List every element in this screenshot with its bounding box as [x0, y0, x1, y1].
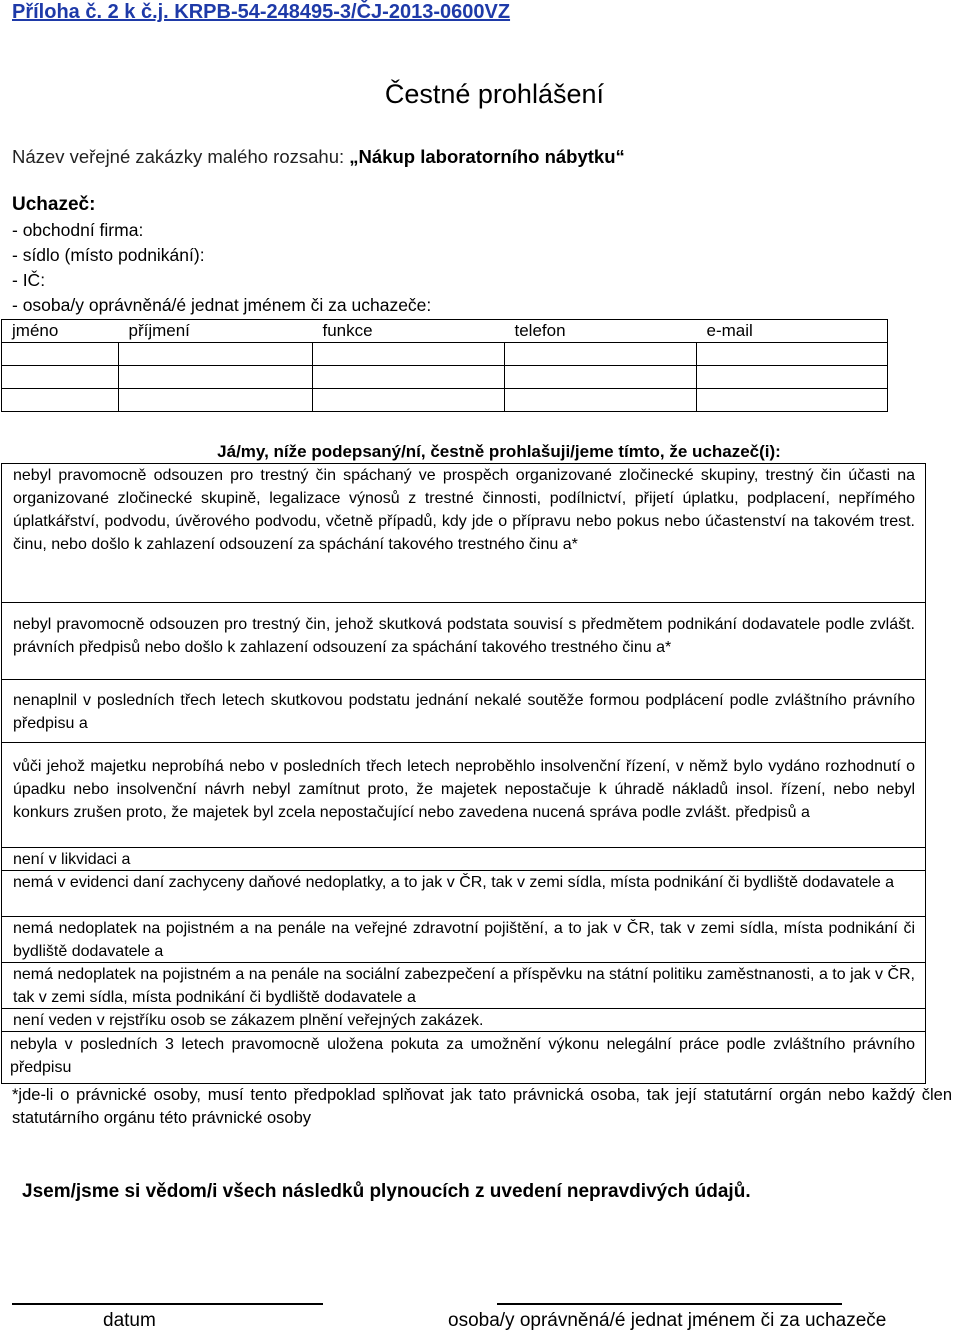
- applicant-field-authorized-persons: - osoba/y oprávněná/é jednat jménem či za uchazeče:: [12, 295, 432, 315]
- applicant-field-company: - obchodní firma:: [12, 220, 144, 240]
- table-cell[interactable]: [2, 366, 119, 389]
- date-signature-line: [12, 1303, 323, 1305]
- footnote: *jde-li o právnické osoby, musí tento předpoklad splňovat jak tato právnická osoba, tak její statutární orgán nebo každý člen statutárního orgánu této právnické osoby: [12, 1086, 952, 1127]
- table-cell[interactable]: [505, 366, 697, 389]
- statement-liquidation: není v likvidaci a: [2, 848, 925, 871]
- document-title-text: Čestné prohlášení: [384, 79, 604, 109]
- statement-unfair-competition: nenaplnil v posledních třech letech skutkovou podstatu jednání nekalé soutěže formou podplácení podle zvláštního právního předpisu a: [2, 680, 925, 743]
- document-reference-header: Příloha č. 2 k č.j. KRPB-54-248495-3/ČJ-2013-0600VZ: [12, 1, 511, 23]
- table-cell[interactable]: [697, 389, 888, 412]
- authorized-persons-table: [1, 319, 888, 412]
- statement-business-crime: nebyl pravomocně odsouzen pro trestný čin, jehož skutková podstata souvisí s předmětem podnikání dodavatele podle zvlášt. právních předpisů nebo došlo k zahlazení odsouzení za spáchání takového trestného činu a*: [2, 603, 925, 680]
- statement-health-insurance-arrears: nemá nedoplatek na pojistném a na penále na veřejné zdravotní pojištění, a to jak v ČR, tak v zemi sídla, místa podnikání či bydliště dodavatele a: [2, 917, 925, 963]
- column-header-surname: příjmení: [119, 320, 313, 343]
- table-cell[interactable]: [313, 343, 505, 366]
- table-cell[interactable]: [119, 366, 313, 389]
- date-label: datum: [103, 1310, 156, 1331]
- statement-procurement-ban: není veden v rejstříku osob se zákazem plnění veřejných zakázek.: [2, 1009, 925, 1032]
- column-header-position: funkce: [313, 320, 505, 343]
- statement-illegal-work-fine: nebyla v posledních 3 letech pravomocně uložena pokuta za umožnění výkonu nelegální práce podle zvláštního právního předpisu: [2, 1032, 925, 1084]
- final-statement: Jsem/jsme si vědom/i všech následků plynoucích z uvedení nepravdivých údajů.: [22, 1181, 751, 1202]
- statement-criminal-record: nebyl pravomocně odsouzen pro trestný čin spáchaný ve prospěch organizované zločinecké skupiny, trestný čin účasti na organizované zločinecké skupině, legalizace výnosů z trestné činnosti, podílnictví, přijetí úplatku, podplacení, nepřímého úplatkářství, podvodu, úvěrového podvodu, včetně případů, kdy jde o přípravu nebo pokus nebo účastenství na takovém trest. činu, nebo došlo k zahlazení odsouzení za spáchání takového trestného činu a*: [2, 464, 925, 603]
- table-header-row: [2, 320, 888, 343]
- table-cell[interactable]: [697, 366, 888, 389]
- applicant-heading: Uchazeč:: [12, 194, 96, 215]
- table-cell[interactable]: [505, 343, 697, 366]
- table-row: [2, 343, 888, 366]
- contract-name-value: „Nákup laboratorního nábytku“: [349, 146, 625, 167]
- contract-name-label: Název veřejné zakázky malého rozsahu:: [12, 146, 350, 167]
- table-cell[interactable]: [119, 343, 313, 366]
- authorized-person-label: osoba/y oprávněná/é jednat jménem či za uchazeče: [448, 1310, 887, 1331]
- column-header-phone: telefon: [505, 320, 697, 343]
- table-cell[interactable]: [2, 389, 119, 412]
- table-cell[interactable]: [119, 389, 313, 412]
- declaration-statements: [1, 463, 926, 1084]
- statement-social-security-arrears: nemá nedoplatek na pojistném a na penále na sociální zabezpečení a příspěvku na státní politiku zaměstnanosti, a to jak v ČR, tak v zemi sídla, místa podnikání či bydliště dodavatele a: [2, 963, 925, 1009]
- column-header-first-name: jméno: [2, 320, 119, 343]
- document-title: [0, 77, 960, 111]
- person-signature-line: [497, 1303, 842, 1305]
- table-cell[interactable]: [505, 389, 697, 412]
- table-cell[interactable]: [697, 343, 888, 366]
- applicant-field-seat: - sídlo (místo podnikání):: [12, 245, 205, 265]
- table-cell[interactable]: [2, 343, 119, 366]
- column-header-email: e-mail: [697, 320, 888, 343]
- table-cell[interactable]: [313, 389, 505, 412]
- statement-tax-arrears: nemá v evidenci daní zachyceny daňové nedoplatky, a to jak v ČR, tak v zemi sídla, místa podnikání či bydliště dodavatele a: [2, 871, 925, 917]
- declaration-heading: Já/my, níže podepsaný/ní, čestně prohlašuji/jeme tímto, že uchazeč(i):: [217, 442, 781, 461]
- statement-insolvency: vůči jehož majetku neprobíhá nebo v posledních třech letech neproběhlo insolvenční řízení, v němž bylo vydáno rozhodnutí o úpadku nebo insolvenční návrh nebyl zamítnut proto, že majetek nepostačuje k úhradě nákladů insol. řízení, nebo nebyl konkurs zrušen proto, že majetek byl zcela nepostačující nebo zavedena nucená správa podle zvlášt. předpisů a: [2, 743, 925, 848]
- table-row: [2, 366, 888, 389]
- table-row: [2, 389, 888, 412]
- applicant-field-id: - IČ:: [12, 270, 46, 290]
- contract-name: [12, 145, 625, 169]
- table-cell[interactable]: [313, 366, 505, 389]
